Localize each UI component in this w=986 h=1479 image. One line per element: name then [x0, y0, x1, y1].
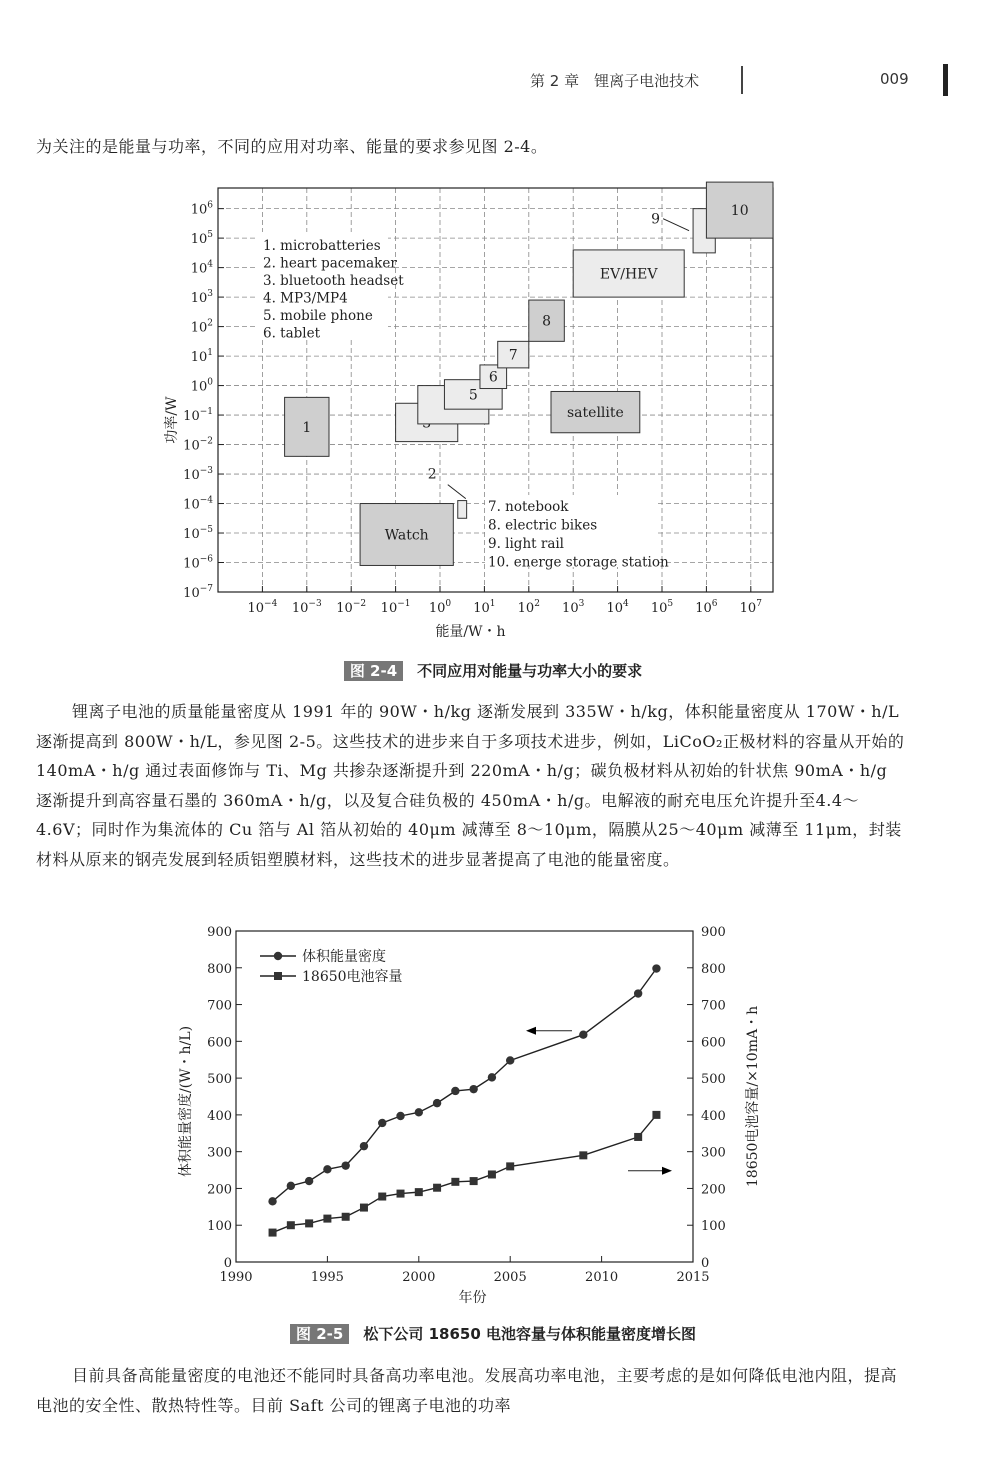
paragraph-closing: 目前具备高能量密度的电池还不能同时具备高功率电池。发展高功率电池，主要考虑的是如何降低电池内阻，提高电池的安全性、散热特性等。目前 Saft 公司的锂离子电池的功率: [36, 1366, 898, 1415]
region-label: 1: [302, 419, 312, 436]
legend-entry: 10. energe storage station: [488, 554, 669, 571]
legend-entry: 2. heart pacemaker: [263, 255, 397, 272]
region-label: 10: [730, 203, 749, 220]
callout-arrow: [448, 485, 466, 499]
x-axis-label: 能量/W・h: [435, 624, 506, 640]
x-tick-label: $10^4$: [606, 599, 629, 616]
y-tick-label: $10^2$: [190, 318, 213, 336]
y-tick-label-right: 600: [701, 1035, 726, 1051]
region-label: Watch: [384, 527, 429, 544]
x-tick-label: 2010: [585, 1270, 619, 1285]
callout-arrow: [663, 219, 689, 231]
y-tick-label-right: 500: [701, 1072, 726, 1088]
legend-entry: 3. bluetooth headset: [263, 273, 404, 289]
data-point-circle: [469, 1085, 477, 1093]
figure-2-4-label: 图 2-4: [344, 661, 403, 681]
x-tick-label: $10^{-4}$: [247, 599, 278, 616]
y-tick-label: $10^{-4}$: [183, 495, 213, 513]
y-tick-label: $10^5$: [190, 230, 213, 248]
figure-2-5-label: 图 2-5: [290, 1324, 349, 1344]
x-tick-label: 2000: [402, 1270, 436, 1285]
header-edge-mark: [943, 64, 948, 96]
legend-marker: [274, 952, 282, 960]
data-point-square: [579, 1151, 587, 1159]
x-tick-label: 1990: [219, 1270, 253, 1285]
page-number: 009: [880, 70, 909, 88]
legend-entry: 体积能量密度: [302, 949, 386, 965]
figure-2-5-chart: [0, 900, 986, 1320]
figure-2-4-caption: [0, 660, 986, 681]
y-tick-label-right: 400: [701, 1108, 726, 1124]
figure-2-5-caption-text: 松下公司 18650 电池容量与体积能量密度增长图: [363, 1325, 696, 1343]
data-point-circle: [378, 1119, 386, 1127]
region-2: [458, 501, 467, 519]
y-tick-label-left: 800: [207, 961, 232, 977]
data-point-square: [378, 1193, 386, 1201]
region-label: 8: [542, 313, 552, 330]
x-tick-label: $10^{-1}$: [380, 599, 411, 616]
figure-2-4-caption-text: 不同应用对能量与功率大小的要求: [417, 662, 643, 680]
y-tick-label-right: 300: [701, 1145, 726, 1161]
legend-entry: 7. notebook: [488, 499, 569, 515]
y-tick-label-right: 200: [701, 1182, 726, 1198]
data-point-square: [305, 1219, 313, 1227]
legend-entry: 18650电池容量: [302, 969, 403, 985]
data-point-circle: [341, 1161, 349, 1169]
data-point-circle: [305, 1177, 313, 1185]
data-point-circle: [488, 1073, 496, 1081]
data-point-circle: [451, 1087, 459, 1095]
legend-entry: 4. MP3/MP4: [263, 290, 348, 307]
y-tick-label: $10^{-5}$: [183, 525, 213, 543]
data-point-square: [342, 1213, 350, 1221]
y-tick-label: $10^{-1}$: [183, 407, 213, 425]
y-tick-label: $10^3$: [190, 289, 213, 307]
y-tick-label-left: 600: [207, 1035, 232, 1051]
y-tick-label-left: 0: [223, 1256, 232, 1271]
region-label: 6: [488, 369, 498, 386]
x-tick-label: $10^0$: [428, 599, 452, 616]
legend-entry: 8. electric bikes: [488, 517, 598, 534]
legend-entry: 1. microbatteries: [263, 238, 381, 254]
data-point-square: [634, 1133, 642, 1141]
data-point-square: [397, 1190, 405, 1198]
data-point-square: [360, 1204, 368, 1212]
y-tick-label: $10^{-2}$: [183, 436, 213, 454]
x-tick-label: $10^5$: [650, 599, 674, 616]
legend-entry: 9. light rail: [488, 536, 564, 552]
y-tick-label-left: 100: [207, 1219, 232, 1235]
y-tick-label-right: 100: [701, 1219, 726, 1235]
data-point-circle: [506, 1056, 514, 1064]
header-divider: [741, 66, 743, 94]
data-point-square: [451, 1178, 459, 1186]
figure-2-4-chart: [0, 170, 986, 650]
data-point-circle: [433, 1099, 441, 1107]
legend-entry: 5. mobile phone: [263, 308, 373, 324]
y-tick-label-right: 700: [701, 998, 726, 1014]
y-tick-label: $10^4$: [190, 259, 213, 277]
data-point-circle: [415, 1108, 423, 1116]
callout-label: 2: [427, 466, 437, 483]
y-tick-label: $10^1$: [190, 348, 213, 366]
x-axis-label: 年份: [458, 1290, 487, 1306]
data-point-circle: [323, 1165, 331, 1173]
data-point-circle: [360, 1142, 368, 1150]
data-point-square: [652, 1111, 660, 1119]
y-tick-label: $10^{-6}$: [183, 554, 213, 572]
y-tick-label-left: 900: [207, 925, 232, 940]
figure-2-5-caption: [0, 1323, 986, 1344]
arrow-right-head: [662, 1167, 672, 1175]
arrow-left-head: [526, 1027, 536, 1035]
data-point-square: [415, 1188, 423, 1196]
y-axis-label-left: 体积能量密度/(W・h/L): [178, 1025, 194, 1178]
y-tick-label-left: 200: [207, 1182, 232, 1198]
y-axis-label: 功率/W: [164, 396, 180, 444]
region-label: satellite: [567, 405, 624, 422]
paragraph-main: 锂离子电池的质量能量密度从 1991 年的 90W・h/kg 逐渐发展到 335W・h/kg，体积能量密度从 170W・h/L 逐渐提高到 800W・h/L，参见图 2-5。这些技术的进步来自于多项技术进步，例如，LiCoO₂正极材料的容量从开始的 140mA・h/g 通过表面修饰与 Ti、Mg 共掺杂逐渐提升到 220mA・h/g；碳负极材料从初始的针状焦 90mA・h/g 逐渐提升到高容量石墨的 360mA・h/g，以及复合硅负极的 450mA・h/g。电解液的耐充电压允许提升至4.4～4.6V；同时作为集流体的 Cu 箔与 Al 箔从初始的 40μm 减薄至 8～10μm，隔膜从25～40μm 减薄至 11μm，封装材料从原来的钢壳发展到轻质铝塑膜材料，这些技术的进步显著提高了电池的能量密度。: [36, 702, 905, 869]
data-point-circle: [268, 1197, 276, 1205]
y-tick-label-right: 0: [701, 1256, 710, 1271]
y-tick-label-right: 900: [701, 925, 726, 940]
region-label: EV/HEV: [599, 266, 658, 283]
y-tick-label-left: 300: [207, 1145, 232, 1161]
region-label: 7: [508, 347, 518, 364]
y-tick-label: $10^{-7}$: [183, 584, 213, 601]
data-point-square: [488, 1170, 496, 1178]
legend-marker: [274, 972, 282, 980]
x-tick-label: $10^3$: [562, 599, 585, 616]
x-tick-label: $10^{-3}$: [291, 599, 322, 616]
data-point-square: [287, 1221, 295, 1229]
y-tick-label-left: 700: [207, 998, 232, 1014]
x-tick-label: $10^1$: [473, 599, 496, 616]
x-tick-label: 2005: [493, 1270, 527, 1285]
data-point-square: [506, 1162, 514, 1170]
data-point-circle: [579, 1031, 587, 1039]
legend-entry: 6. tablet: [263, 325, 321, 342]
callout-label: 9: [651, 211, 661, 228]
y-tick-label-left: 400: [207, 1108, 232, 1124]
x-tick-label: $10^7$: [739, 599, 762, 616]
data-point-circle: [634, 989, 642, 997]
data-point-circle: [652, 964, 660, 972]
x-tick-label: $10^2$: [517, 599, 540, 616]
x-tick-label: 2015: [676, 1270, 710, 1285]
x-tick-label: $10^{-2}$: [336, 599, 367, 616]
data-point-square: [269, 1229, 277, 1237]
running-header-chapter: 第 2 章 锂离子电池技术: [530, 72, 700, 90]
y-tick-label-right: 800: [701, 961, 726, 977]
data-point-circle: [287, 1182, 295, 1190]
y-axis-label-right: 18650电池容量/×10mA・h: [745, 1005, 761, 1188]
y-tick-label: $10^0$: [190, 377, 213, 395]
x-tick-label: $10^6$: [695, 599, 718, 616]
y-tick-label: $10^6$: [190, 200, 213, 218]
paragraph-intro: 为关注的是能量与功率，不同的应用对功率、能量的要求参见图 2-4。: [36, 137, 548, 156]
data-point-square: [323, 1215, 331, 1223]
y-tick-label-left: 500: [207, 1072, 232, 1088]
data-point-square: [433, 1184, 441, 1192]
data-point-circle: [396, 1112, 404, 1120]
x-tick-label: 1995: [310, 1270, 344, 1285]
y-tick-label: $10^{-3}$: [183, 466, 213, 484]
data-point-square: [470, 1177, 478, 1185]
region-label: 5: [468, 387, 478, 404]
